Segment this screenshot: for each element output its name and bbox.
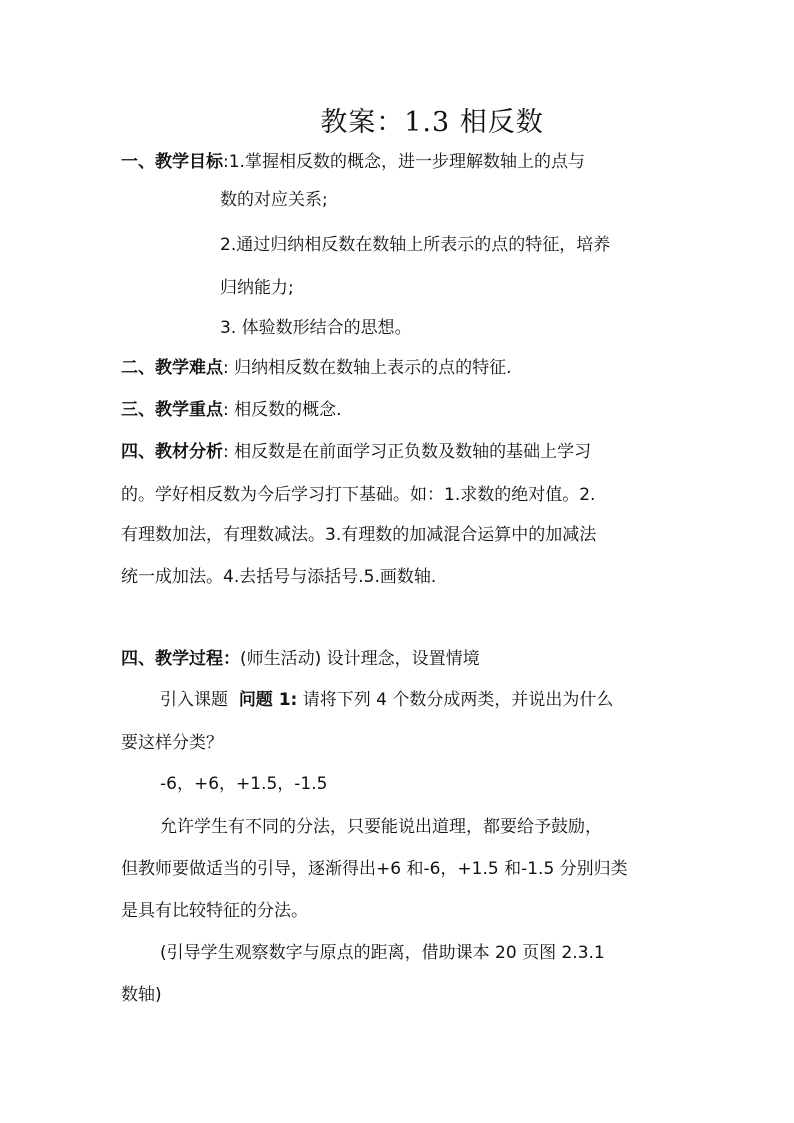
question-text: 请将下列 4 个数分成两类，并说出为什么	[297, 690, 614, 710]
paragraph-line-4: (引导学生观察数字与原点的距离，借助课本 20 页图 2.3.1	[160, 943, 605, 963]
objectives-line-3: 2.通过归纳相反数在数轴上所表示的点的特征，培养	[220, 235, 611, 255]
difficulty-text: : 归纳相反数在数轴上表示的点的特征.	[223, 358, 512, 378]
analysis-heading: 四、教材分析	[121, 442, 223, 462]
question-line-1	[160, 688, 613, 712]
analysis-text-1: : 相反数是在前面学习正负数及数轴的基础上学习	[223, 442, 592, 462]
paragraph-line-2: 但教师要做适当的引导，逐渐得出+6 和-6，+1.5 和-1.5 分别归类	[121, 859, 628, 879]
objectives-colon: :	[223, 152, 229, 172]
difficulty-line	[121, 356, 512, 380]
objectives-line-5: 3. 体验数形结合的思想。	[220, 318, 412, 338]
analysis-line-4: 统一成加法。4.去括号与添括号.5.画数轴.	[121, 567, 437, 587]
process-heading: 四、教学过程：	[121, 649, 240, 669]
intro-label: 引入课题	[160, 690, 228, 710]
key-point-heading: 三、教学重点	[121, 400, 223, 420]
question-line-2: 要这样分类？	[121, 733, 223, 753]
paragraph-line-3: 是具有比较特征的分法。	[121, 901, 308, 921]
analysis-line-2: 的。学好相反数为今后学习打下基础。如：1.求数的绝对值。2.	[121, 485, 596, 505]
key-point-line	[121, 398, 342, 422]
objectives-heading: 一、教学目标	[121, 152, 223, 172]
question-label: 问题 1:	[238, 690, 298, 710]
objectives-line-2: 数的对应关系;	[220, 190, 328, 210]
objectives-line-1	[121, 150, 585, 174]
objectives-text-1: 1.掌握相反数的概念，进一步理解数轴上的点与	[228, 152, 585, 172]
key-point-text: : 相反数的概念.	[223, 400, 342, 420]
process-text: (师生活动) 设计理念，设置情境	[240, 649, 480, 669]
difficulty-heading: 二、教学难点	[121, 358, 223, 378]
analysis-line-1	[121, 440, 591, 464]
page-title: 教案：1.3 相反数	[320, 107, 544, 138]
analysis-line-3: 有理数加法，有理数减法。3.有理数的加减混合运算中的加减法	[121, 525, 597, 545]
paragraph-line-1: 允许学生有不同的分法，只要能说出道理，都要给予鼓励，	[160, 817, 602, 837]
process-line	[121, 647, 480, 671]
objectives-line-4: 归纳能力;	[220, 278, 294, 298]
numbers-line: -6，+6，+1.5，-1.5	[160, 774, 328, 794]
paragraph-line-5: 数轴)	[121, 985, 162, 1005]
